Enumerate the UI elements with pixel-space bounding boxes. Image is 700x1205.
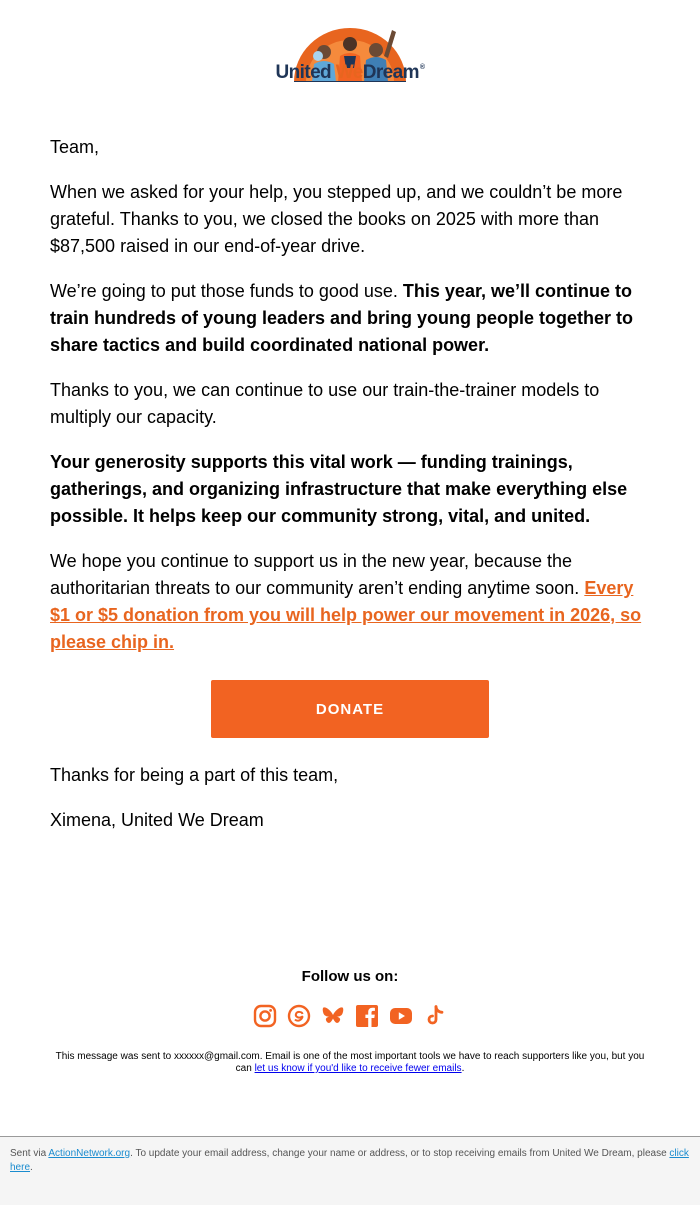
paragraph-1: When we asked for your help, you stepped up, and we couldn’t be more grateful. Thanks to you, we closed the books on 2025 with more than $87,500 raised in our end-of-year drive. xyxy=(50,182,623,256)
chip-in-link[interactable]: Every $1 or $5 donation from you will help power our movement in 2026, so please chip in. xyxy=(50,578,642,652)
paragraph-5 xyxy=(50,548,650,656)
email-body xyxy=(50,134,650,674)
footer xyxy=(0,1136,700,1205)
bluesky-icon[interactable] xyxy=(321,1004,345,1028)
email-notice xyxy=(50,1051,650,1075)
tiktok-icon[interactable] xyxy=(423,1004,447,1028)
youtube-icon[interactable] xyxy=(389,1004,413,1028)
signoff-line: Thanks for being a part of this team, xyxy=(50,765,339,785)
footer-suffix: . xyxy=(30,1162,33,1173)
social-icons xyxy=(0,1004,700,1028)
brand-name-we: We xyxy=(335,62,363,83)
paragraph-4-bold: Your generosity supports this vital work — funding trainings, gatherings, and organizing infrastructure that make everything else possible. It helps keep our community strong, vital, and united. xyxy=(50,452,628,526)
paragraph-2 xyxy=(50,278,650,359)
unsubscribe-link[interactable]: click here xyxy=(10,1148,689,1173)
paragraph-2-text: We’re going to put those funds to good use. xyxy=(50,281,398,301)
threads-icon[interactable] xyxy=(287,1004,311,1028)
brand-wordmark xyxy=(0,62,700,84)
footer-middle: . To update your email address, change your name or address, or to stop receiving emails from United We Dream, please xyxy=(130,1148,667,1159)
footer-prefix: Sent via xyxy=(10,1148,47,1159)
donate-button[interactable]: DONATE xyxy=(211,680,489,738)
paragraph-3: Thanks to you, we can continue to use our train-the-trainer models to multiply our capacity. xyxy=(50,380,600,427)
brand-name-dream: Dream xyxy=(362,62,419,83)
fewer-emails-link[interactable]: let us know if you'd like to receive fewer emails xyxy=(254,1063,462,1074)
notice-text: This message was sent to xxxxxx@gmail.com. Email is one of the most important tools we have to reach supporters like you, but you can xyxy=(55,1051,645,1074)
paragraph-5-text: We hope you continue to support us in the new year, because the authoritarian threats to our community aren’t ending anytime soon. xyxy=(50,551,580,598)
greeting: Team, xyxy=(50,137,100,157)
footer-text xyxy=(0,1137,700,1175)
registered-mark: ® xyxy=(419,64,425,71)
signature: Ximena, United We Dream xyxy=(50,810,264,830)
brand-name-united: United xyxy=(275,62,332,83)
notice-period: . xyxy=(461,1063,465,1074)
signoff xyxy=(50,762,650,852)
instagram-icon[interactable] xyxy=(253,1004,277,1028)
actionnetwork-link[interactable]: ActionNetwork.org xyxy=(48,1148,131,1159)
facebook-icon[interactable] xyxy=(355,1004,379,1028)
paragraph-4 xyxy=(50,449,650,530)
paragraph-2-bold: This year, we’ll continue to train hundreds of young leaders and bring young people together to share tactics and build coordinated national power. xyxy=(50,281,634,355)
follow-heading: Follow us on: xyxy=(301,968,399,985)
